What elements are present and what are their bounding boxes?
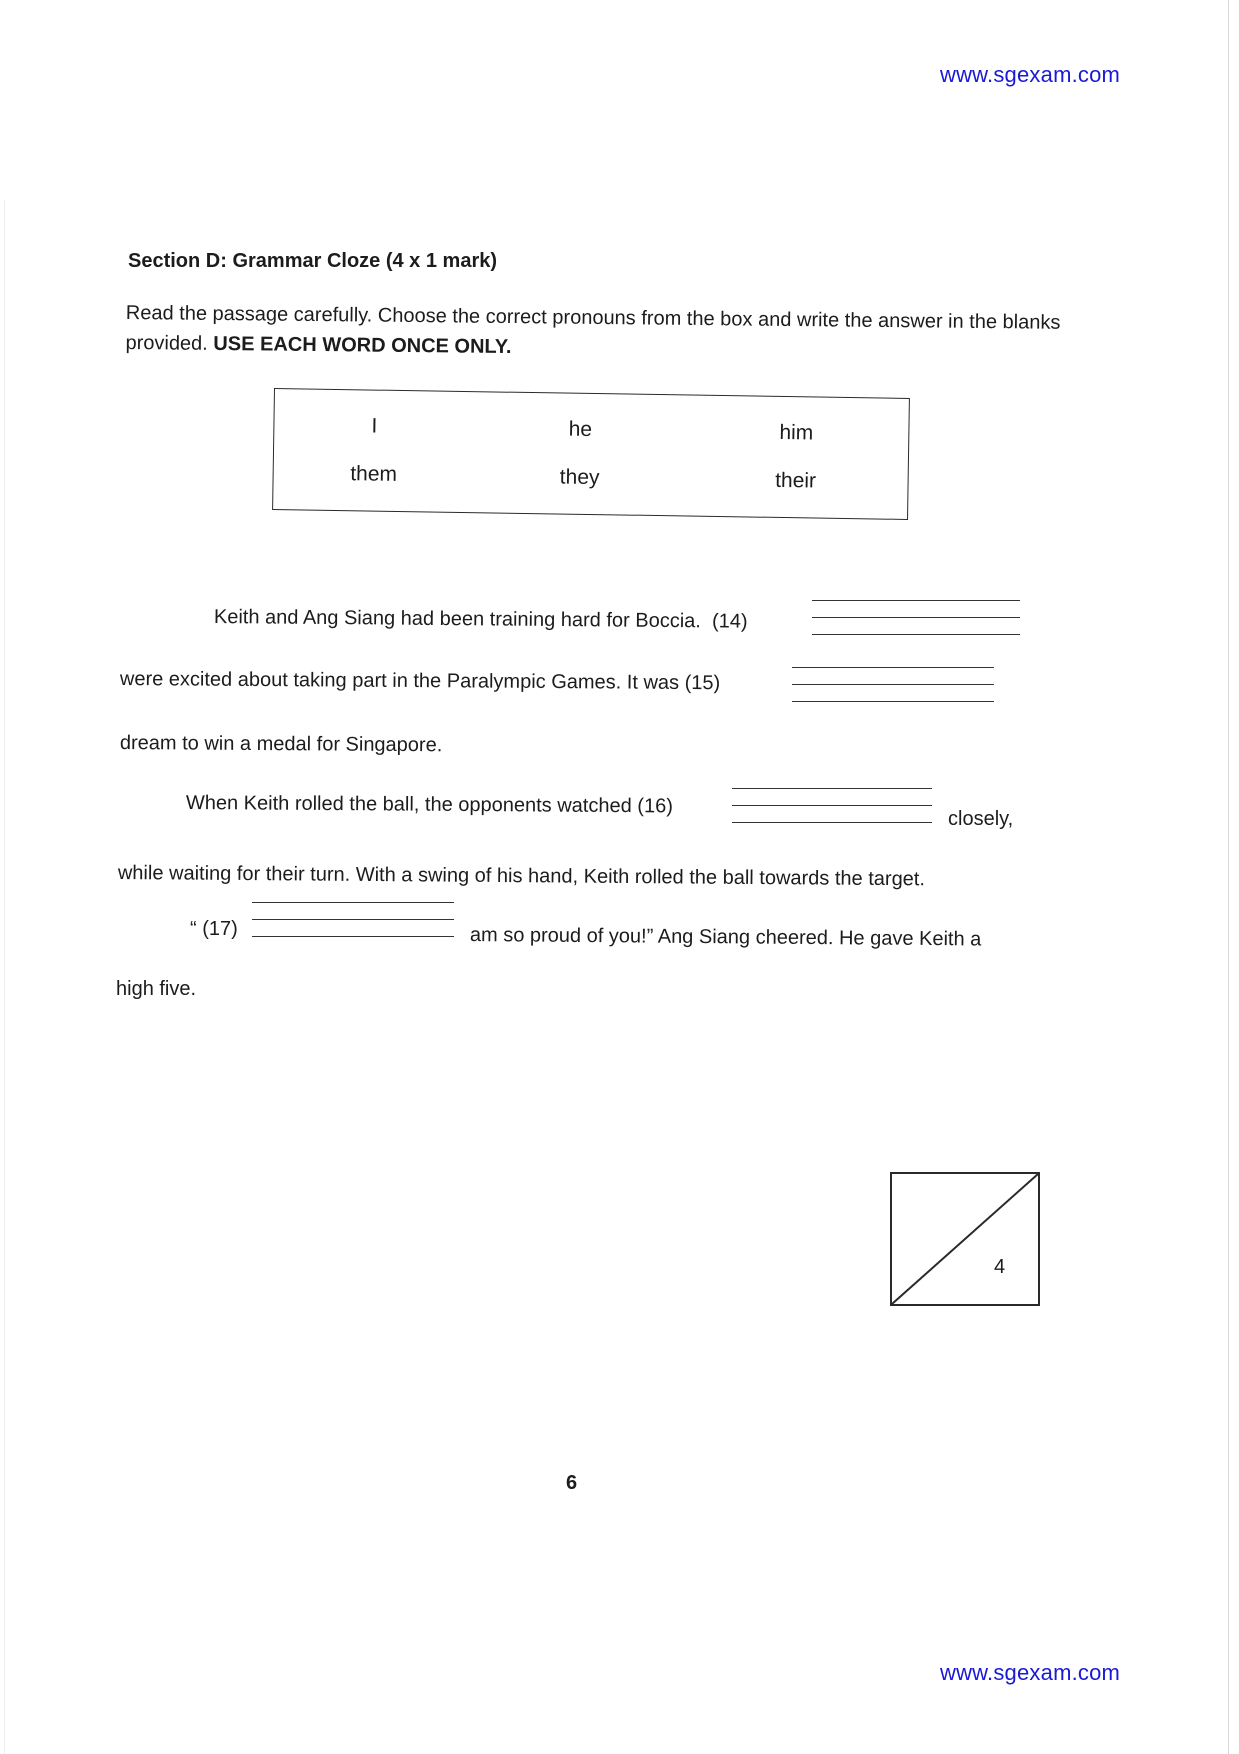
passage-text: Keith and Ang Siang had been training hard for Boccia. <box>213 606 701 633</box>
word-option: him <box>779 420 814 445</box>
word-option: them <box>350 462 398 486</box>
answer-blank-15[interactable] <box>792 667 994 703</box>
score-box <box>890 1172 1040 1306</box>
pronoun-word-box <box>272 388 910 520</box>
passage-text: When Keith rolled the ball, the opponents watched <box>185 792 632 818</box>
scan-edge <box>4 200 5 1754</box>
answer-blank-14[interactable] <box>812 600 1020 636</box>
word-option: I <box>371 414 378 438</box>
answer-blank-17[interactable] <box>252 902 454 938</box>
scan-edge <box>1228 0 1229 1754</box>
passage-line <box>186 792 673 818</box>
page-number: 6 <box>566 1472 578 1494</box>
word-option: they <box>559 465 600 490</box>
score-box-diagonal <box>892 1174 1038 1304</box>
passage-line: dream to win a medal for Singapore. <box>119 732 443 757</box>
word-option: he <box>568 417 593 441</box>
question-number: (14) <box>711 610 748 633</box>
score-box-total: 4 <box>994 1256 1006 1278</box>
passage-text: closely, <box>948 808 1014 830</box>
question-number: (16) <box>637 795 673 818</box>
passage-line: am so proud of you!” Ang Siang cheered. He gave Keith a <box>469 924 982 951</box>
instructions <box>125 298 1076 368</box>
footer-website-link[interactable]: www.sgexam.com <box>940 1660 1121 1685</box>
section-title: Section D: Grammar Cloze (4 x 1 mark) <box>128 250 498 272</box>
passage-line <box>214 606 748 634</box>
question-number: (15) <box>684 671 721 695</box>
passage-line: while waiting for their turn. With a swing of his hand, Keith rolled the ball towards the target. <box>117 862 926 891</box>
question-number: “ (17) <box>190 918 238 940</box>
passage-line <box>120 668 720 695</box>
word-option: their <box>775 468 817 493</box>
instructions-emphasis: USE EACH WORD ONCE ONLY. <box>213 332 512 359</box>
passage-text: were excited about taking part in the Paralympic Games. It was <box>119 668 680 694</box>
instructions-text: Read the passage carefully. Choose the correct pronouns from the box and write the answer in the blanks provided. <box>125 301 1061 355</box>
header-website-link[interactable]: www.sgexam.com <box>940 62 1121 87</box>
passage-line: high five. <box>116 978 197 1000</box>
answer-blank-16[interactable] <box>732 788 932 824</box>
